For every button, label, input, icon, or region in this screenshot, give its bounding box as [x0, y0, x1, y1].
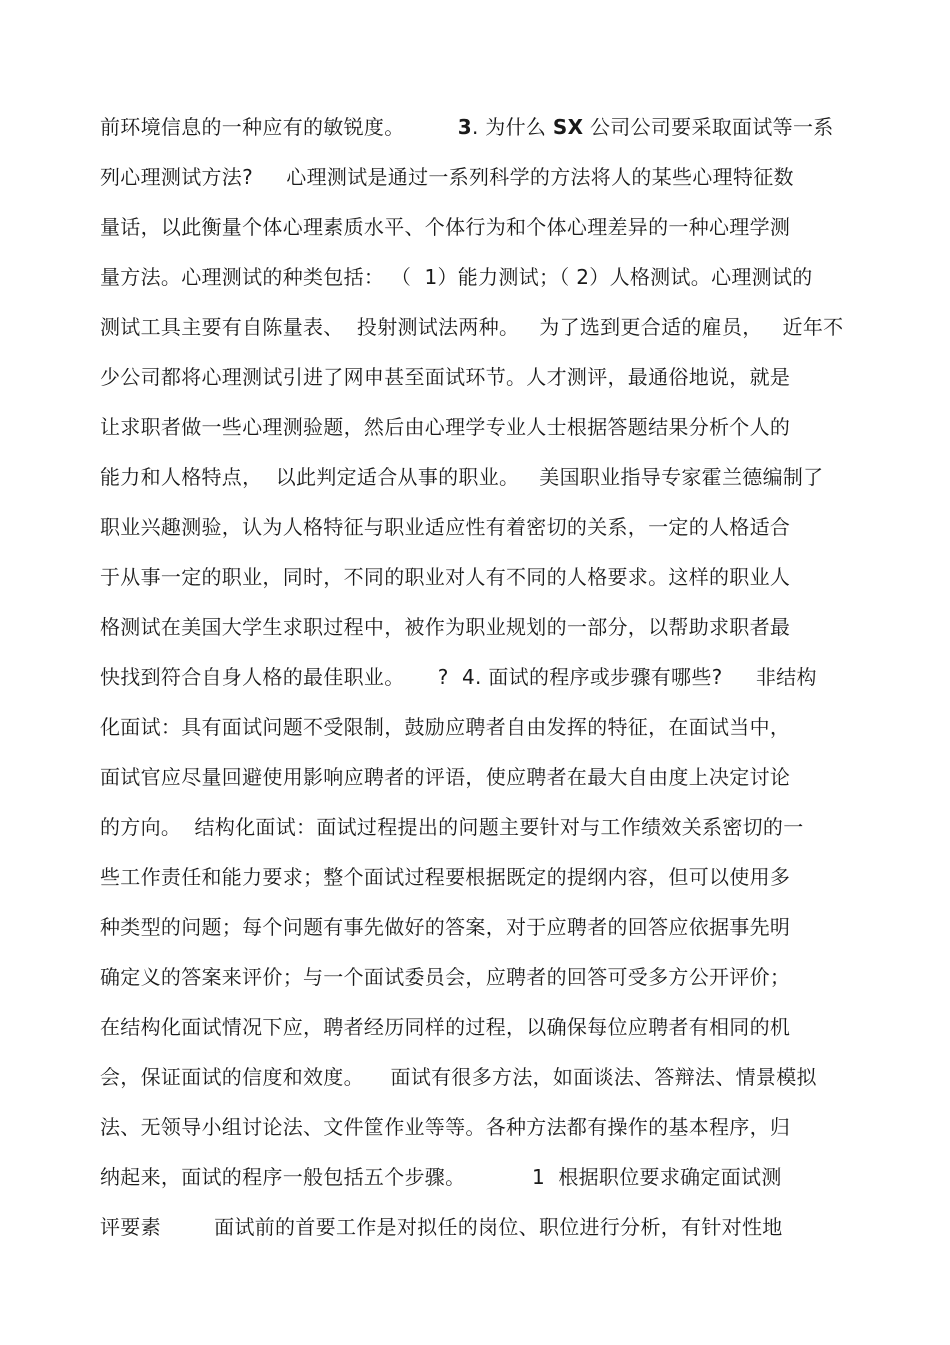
text-line	[100, 912, 790, 942]
text-segment-bold: 3	[457, 115, 472, 139]
text-segment: 确定义的答案来评价；与一个面试委员会，应聘者的回答可受多方公开评价；	[100, 965, 791, 989]
text-line	[100, 312, 843, 342]
text-segment: 化面试：具有面试问题不受限制，鼓励应聘者自由发挥的特征，在面试当中，	[100, 715, 791, 739]
text-segment: 前环境信息的一种应有的敏锐度。	[100, 115, 458, 139]
text-segment: 格测试在美国大学生求职过程中，被作为职业规划的一部分，以帮助求职者最	[100, 615, 791, 639]
text-segment: 测试工具主要有自陈量表、 投射测试法两种。 为了选到更合适的雇员， 近年不	[100, 315, 844, 339]
text-segment: 的方向。 结构化面试：面试过程提出的问题主要针对与工作绩效关系密切的一	[100, 815, 804, 839]
text-segment: 法、无领导小组讨论法、文件筐作业等等。各种方法都有操作的基本程序，归	[100, 1115, 791, 1139]
text-line	[100, 862, 790, 892]
text-segment: 能力和人格特点， 以此判定适合从事的职业。 美国职业指导专家霍兰德编制了	[100, 465, 824, 489]
text-line	[100, 812, 804, 842]
text-segment: 些工作责任和能力要求；整个面试过程要根据既定的提纲内容，但可以使用多	[100, 865, 791, 889]
text-segment: . 为什么	[471, 115, 553, 139]
text-line	[100, 1162, 782, 1192]
text-line	[100, 662, 817, 692]
text-segment: 面试官应尽量回避使用影响应聘者的评语，使应聘者在最大自由度上决定讨论	[100, 765, 791, 789]
text-line	[100, 612, 790, 642]
text-segment: 快找到符合自身人格的最佳职业。 ? 4. 面试的程序或步骤有哪些? 非结构	[100, 665, 817, 689]
text-segment: 公司公司要采取面试等一系	[583, 115, 834, 139]
text-line	[100, 562, 790, 592]
text-line	[100, 362, 790, 392]
text-segment: 纳起来，面试的程序一般包括五个步骤。 1 根据职位要求确定面试测	[100, 1165, 782, 1189]
text-segment: 种类型的问题；每个问题有事先做好的答案，对于应聘者的回答应依据事先明	[100, 915, 791, 939]
text-segment: 职业兴趣测验，认为人格特征与职业适应性有着密切的关系，一定的人格适合	[100, 515, 791, 539]
text-segment: 列心理测试方法? 心理测试是通过一系列科学的方法将人的某些心理特征数	[100, 165, 794, 189]
text-segment: 少公司都将心理测试引进了网申甚至面试环节。人才测评，最通俗地说，就是	[100, 365, 791, 389]
text-segment: 量方法。心理测试的种类包括： （ 1）能力测试；（ 2）人格测试。心理测试的	[100, 265, 813, 289]
text-segment: 在结构化面试情况下应，聘者经历同样的过程，以确保每位应聘者有相同的机	[100, 1015, 791, 1039]
text-line	[100, 162, 794, 192]
text-segment: 于从事一定的职业，同时，不同的职业对人有不同的人格要求。这样的职业人	[100, 565, 791, 589]
text-line	[100, 462, 824, 492]
text-segment: 量话，以此衡量个体心理素质水平、个体行为和个体心理差异的一种心理学测	[100, 215, 791, 239]
text-line	[100, 262, 813, 292]
text-line	[100, 1112, 790, 1142]
text-line	[100, 112, 834, 142]
text-segment: 让求职者做一些心理测验题，然后由心理学专业人士根据答题结果分析个人的	[100, 415, 791, 439]
text-line	[100, 1212, 783, 1242]
text-segment: 会，保证面试的信度和效度。 面试有很多方法，如面谈法、答辩法、情景模拟	[100, 1065, 817, 1089]
text-line	[100, 412, 790, 442]
text-line	[100, 712, 790, 742]
text-line	[100, 512, 790, 542]
text-line	[100, 1012, 790, 1042]
text-line	[100, 962, 790, 992]
text-line	[100, 1062, 817, 1092]
text-segment: 评要素 面试前的首要工作是对拟任的岗位、职位进行分析，有针对性地	[100, 1215, 783, 1239]
text-line	[100, 212, 790, 242]
text-line	[100, 762, 790, 792]
text-segment-bold: SX	[552, 115, 584, 139]
